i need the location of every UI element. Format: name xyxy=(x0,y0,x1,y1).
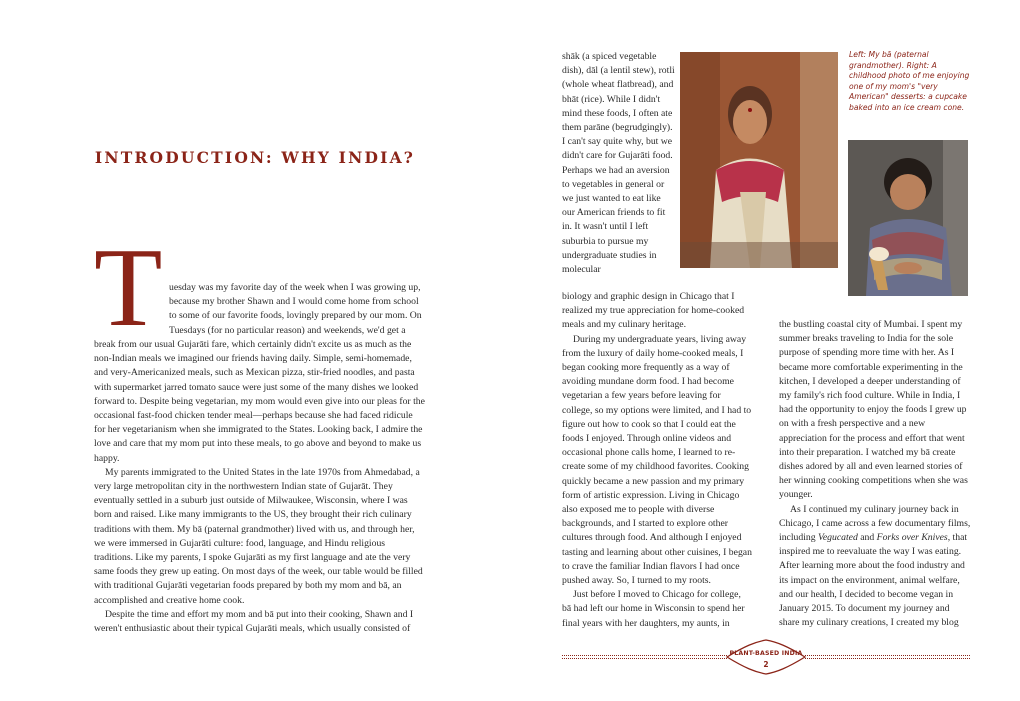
paragraph-undergrad: During my undergraduate years, living away from the luxury of daily home-cooked meals, I began cooking more frequently as a way of avoiding mundane dorm food. I had become vegetarian a few years before leaving for college, so my options were limited, and I had to figure out how to cook so that I could eat the foods I enjoyed. Through online videos and occasional phone calls home, I learned to re-create some of my childhood favorites. Cooking quickly became a new passion and my primary form of artistic expression. Living in Chicago also exposed me to people with diverse backgrounds, and I started to explore other cultures through food. And although I enjoyed tasting and learning about other cuisines, I began to crave the familiar Indian flavors I had once pushed away. So, I turned to my roots. xyxy=(562,333,752,587)
documentaries-text-after: , that inspired me to reevaluate the way I was eating. After learning more about the food industry and its impact on the environment, animal welfare, and our health, I decided to become vegan in January 2015. To document my journey and share my culinary creations, I created my blog xyxy=(779,532,968,629)
film-title-vegucated: Vegucated xyxy=(818,532,858,544)
lead-line: to some of our favorite foods, lovingly prepared by our mom. On xyxy=(169,310,422,322)
footer-badge-shape xyxy=(725,638,807,676)
childhood-photo xyxy=(848,140,968,296)
paragraph-mumbai: the bustling coastal city of Mumbai. I spent my summer breaks traveling to India for the sole purpose of spending more time with her. As I became more comfortable experimenting in the kitchen, I developed a deeper understanding of my family's rich food culture. While in India, I had the opportunity to enjoy the foods I grew up on with a fresh perspective and a new appreciation for the process and effort that went into their preparation. I watched my bā create dishes adored by all and even learned stories of her winning cooking competitions when she was younger. xyxy=(779,319,968,501)
paragraph-meals: Despite the time and effort my mom and bā put into their cooking, Shawn and I weren't enthusiastic about their typical Gujarāti meals, which usually consisted of xyxy=(94,608,414,635)
paragraph-immigration: My parents immigrated to the United States in the late 1970s from Ahmedabad, a very large metropolitan city in the northwestern Indian state of Gujarāt. They eventually settled in a suburb just outside of Milwaukee, Wisconsin, where I was born and raised. Like many immigrants to the US, they brought their rich culinary traditions with them. My bā (paternal grandmother) lived with us, and through her, we were immersed in Gujarāti culture: food, language, and Hindu religious traditions. Like my parents, I spoke Gujarāti as my first language and ate the very same foods they grew up eating. On most days of the week, our table would be filled with traditional Gujarāti vegetarian foods prepared by both my mom and bā, an accomplished and creative home cook. xyxy=(94,466,423,606)
grandmother-photo xyxy=(680,52,838,268)
lead-line: because my brother Shawn and I would come home from school xyxy=(169,296,419,308)
footer-rule-right xyxy=(805,655,970,659)
paragraph-move-chicago: Just before I moved to Chicago for college, bā had left our home in Wisconsin to spend her final years with her daughters, my aunts, in xyxy=(562,589,745,629)
chapter-title: INTRODUCTION: WHY INDIA? xyxy=(94,148,416,167)
right-column-left xyxy=(562,290,752,631)
lead-line: uesday was my favorite day of the week when I was growing up, xyxy=(169,282,421,293)
footer-rule-left xyxy=(562,655,727,659)
photo-caption: Left: My bā (paternal grandmother). Right: A childhood photo of me enjoying one of my mom's "very American" desserts: a cupcake baked into an ice cream cone. xyxy=(849,50,970,112)
paragraph-foods: shāk (a spiced vegetable dish), dāl (a lentil stew), rotli (whole wheat flatbread), and bhāt (rice). While I didn't mind these foods, I often ate them parāne (begrudgingly). I can't say quite why, but we didn't care for Gujarāti food. Perhaps we had an aversion to vegetables in general or we just wanted to eat like our American friends to fit in. It wasn't until I left suburbia to pursue my undergraduate studies in molecular xyxy=(562,51,675,276)
film-title-forks-over-knives: Forks over Knives xyxy=(876,532,948,544)
paragraph-documentaries xyxy=(779,503,971,631)
right-column-right xyxy=(779,318,971,630)
lead-paragraph-rest: break from our usual Gujarāti fare, which certainly didn't excite us as much as the non-Indian meals we imagined our friends having daily. Simple, semi-homemade, and very-Americanized meals, such as Mexican pizza, stir-fried noodles, and pasta with supermarket jarred tomato sauce were just some of the many dishes we looked forward to. Despite being vegetarian, my mom would even give into our pleas for the occasional fast-food chicken tender meal—perhaps because she had faced ridicule for her vegetarianism when she immigrated to the States. Looking back, I admire the love and care that my mom put into these meals, to go above and beyond to make us happy. xyxy=(94,339,425,464)
right-column-narrow xyxy=(562,50,676,277)
page-number: 2 xyxy=(763,660,769,669)
grandmother-photo-illustration xyxy=(680,52,838,268)
lead-line: Tuesdays (for no particular reason) and weekends, we'd get a xyxy=(169,324,406,336)
footer-book-title: PLANT-BASED INDIA xyxy=(729,650,803,657)
paragraph-foods-continued: biology and graphic design in Chicago that I realized my true appreciation for home-cooked meals and my culinary heritage. xyxy=(562,291,745,331)
childhood-photo-illustration xyxy=(848,140,968,296)
documentaries-text-and: and xyxy=(857,532,877,544)
lead-paragraph-start xyxy=(94,281,426,338)
left-body-text xyxy=(94,338,426,636)
drop-cap: T xyxy=(94,226,163,350)
documentaries-text-before: As I continued my culinary journey back in Chicago, I came across a few documentary films, including xyxy=(779,503,971,544)
